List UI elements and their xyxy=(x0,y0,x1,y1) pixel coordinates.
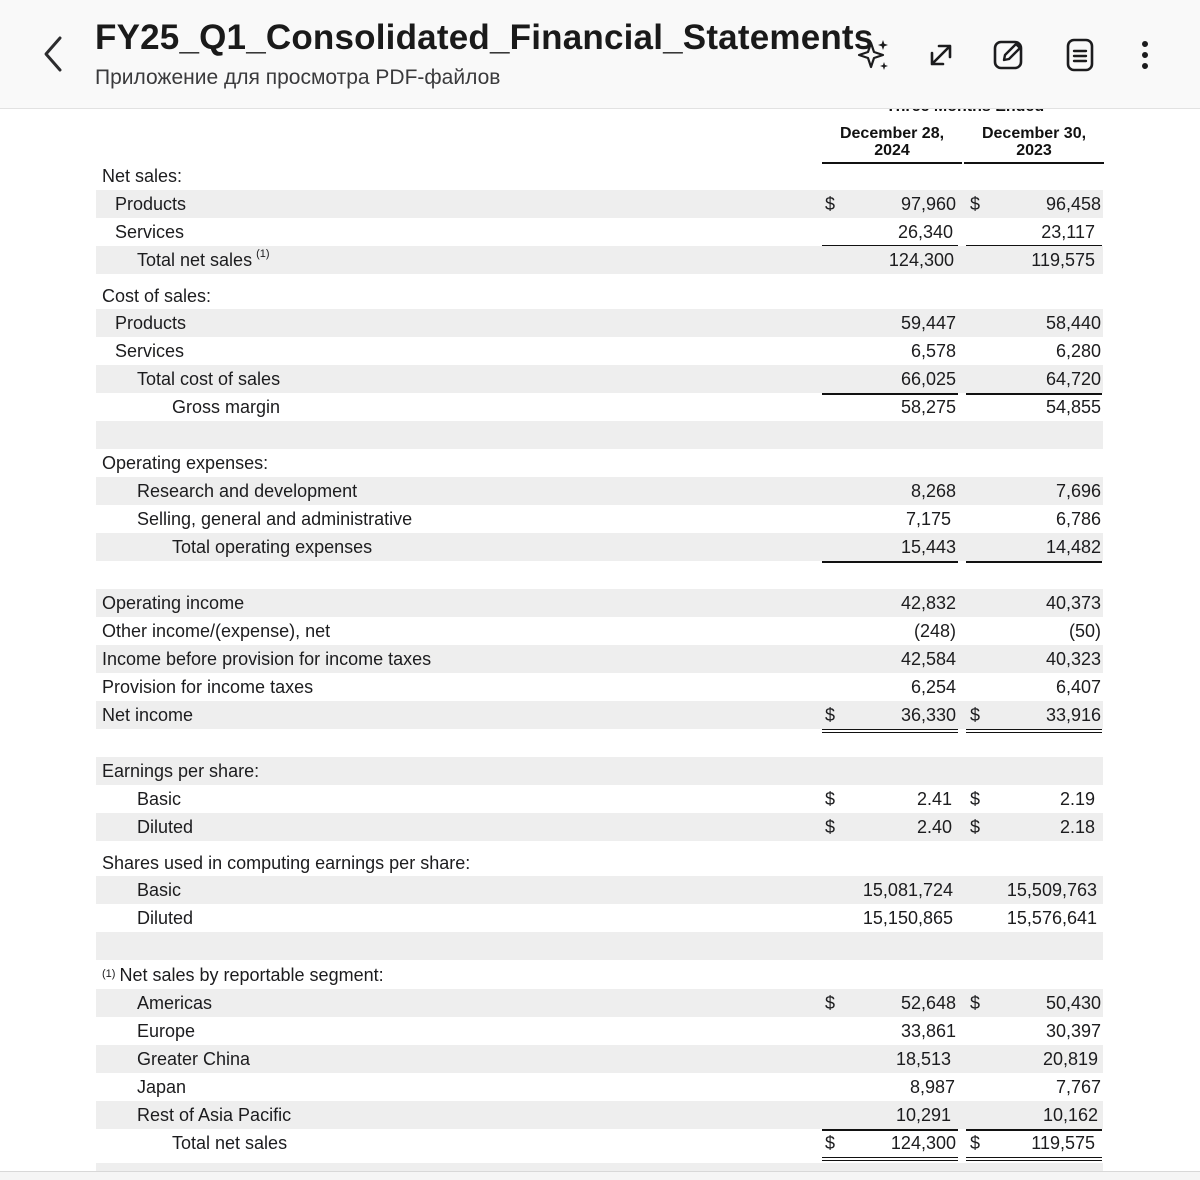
expand-icon xyxy=(924,38,958,72)
total-double-rule xyxy=(822,729,958,733)
table-row: Products $ 97,960 $ 96,458 xyxy=(96,190,1103,218)
table-row: Services 6,578 6,280 xyxy=(115,341,1101,361)
edit-button[interactable] xyxy=(988,34,1030,76)
document-title: FY25_Q1_Consolidated_Financial_Statements xyxy=(95,18,874,57)
chevron-left-icon xyxy=(36,34,72,74)
table-row: Services 26,340 23,117 xyxy=(115,222,1095,242)
table-row: Basic 15,081,724 15,509,763 xyxy=(96,876,1103,904)
table-row: Provision for income taxes 6,254 6,407 xyxy=(102,677,1101,697)
column-header-2024: December 28, 2024 xyxy=(822,125,962,164)
table-row: Japan 8,987 7,767 xyxy=(137,1077,1101,1097)
expand-button[interactable] xyxy=(920,34,962,76)
table-row: Rest of Asia Pacific 10,291 10,162 xyxy=(96,1101,1103,1129)
more-options-button[interactable] xyxy=(1124,34,1166,76)
table-row: Income before provision for income taxes 42,584 40,323 xyxy=(96,645,1103,673)
more-vertical-icon xyxy=(1135,37,1155,73)
app-subtitle: Приложение для просмотра PDF-файлов xyxy=(95,66,501,89)
table-row: Total net sales $ 124,300 $ 119,575 xyxy=(172,1133,1095,1153)
column-header-2023: December 30, 2023 xyxy=(964,125,1104,164)
back-button[interactable] xyxy=(36,34,72,74)
table-row: Total net sales $^{(1)}$ 124,300 119,575 xyxy=(96,246,1103,274)
table-row: Diluted 15,150,865 15,576,641 xyxy=(137,908,1097,928)
edit-icon xyxy=(991,37,1027,73)
section-eps: Earnings per share: xyxy=(96,757,1103,785)
section-net-sales: Net sales: xyxy=(102,166,183,186)
segment-footnote-label: $^{(1)}$ Net sales by reportable segment: xyxy=(102,965,384,985)
table-row: Total cost of sales 66,025 64,720 xyxy=(96,365,1103,393)
sparkle-icon xyxy=(855,37,891,73)
reader-mode-button[interactable] xyxy=(1059,34,1101,76)
total-double-rule xyxy=(966,729,1102,733)
table-row: Europe 33,861 30,397 xyxy=(137,1021,1101,1041)
section-cost-of-sales: Cost of sales: xyxy=(102,286,212,306)
reader-mode-icon xyxy=(1063,37,1097,73)
table-row: Operating income 42,832 40,373 xyxy=(96,589,1103,617)
spacer-row xyxy=(96,1163,1103,1171)
section-operating-expenses: Operating expenses: xyxy=(102,453,269,473)
subtotal-rule xyxy=(966,561,1102,563)
section-shares: Shares used in computing earnings per share: xyxy=(102,853,471,873)
table-row: Greater China 18,513 20,819 xyxy=(96,1045,1103,1073)
total-net-sales-label: Total net sales $^{(1)}$ xyxy=(137,248,270,270)
table-row: Americas $ 52,648 $ 50,430 xyxy=(96,989,1103,1017)
total-double-rule xyxy=(966,1157,1102,1161)
table-row: Gross margin 58,275 54,855 xyxy=(172,397,1101,417)
table-row: Selling, general and administrative 7,175 6,786 xyxy=(137,509,1101,529)
table-row: Diluted $ 2.40 $ 2.18 xyxy=(96,813,1103,841)
ai-assistant-button[interactable] xyxy=(852,34,894,76)
table-row: Total operating expenses 15,443 14,482 xyxy=(96,533,1103,561)
table-row: Net income $ 36,330 $ 33,916 xyxy=(96,701,1103,729)
pdf-page[interactable] xyxy=(0,108,1200,1171)
spacer-row xyxy=(96,932,1103,960)
table-row: Research and development 8,268 7,696 xyxy=(96,477,1103,505)
subtotal-rule xyxy=(822,561,958,563)
spacer-row xyxy=(96,421,1103,449)
table-row: Other income/(expense), net (248) (50) xyxy=(102,621,1101,641)
app-toolbar xyxy=(0,0,1200,109)
total-double-rule xyxy=(822,1157,958,1161)
section-segments xyxy=(96,961,1103,989)
table-row: Basic $ 2.41 $ 2.19 xyxy=(137,789,1095,809)
bottom-edge xyxy=(0,1171,1200,1180)
table-row: Products 59,447 58,440 xyxy=(96,309,1103,337)
